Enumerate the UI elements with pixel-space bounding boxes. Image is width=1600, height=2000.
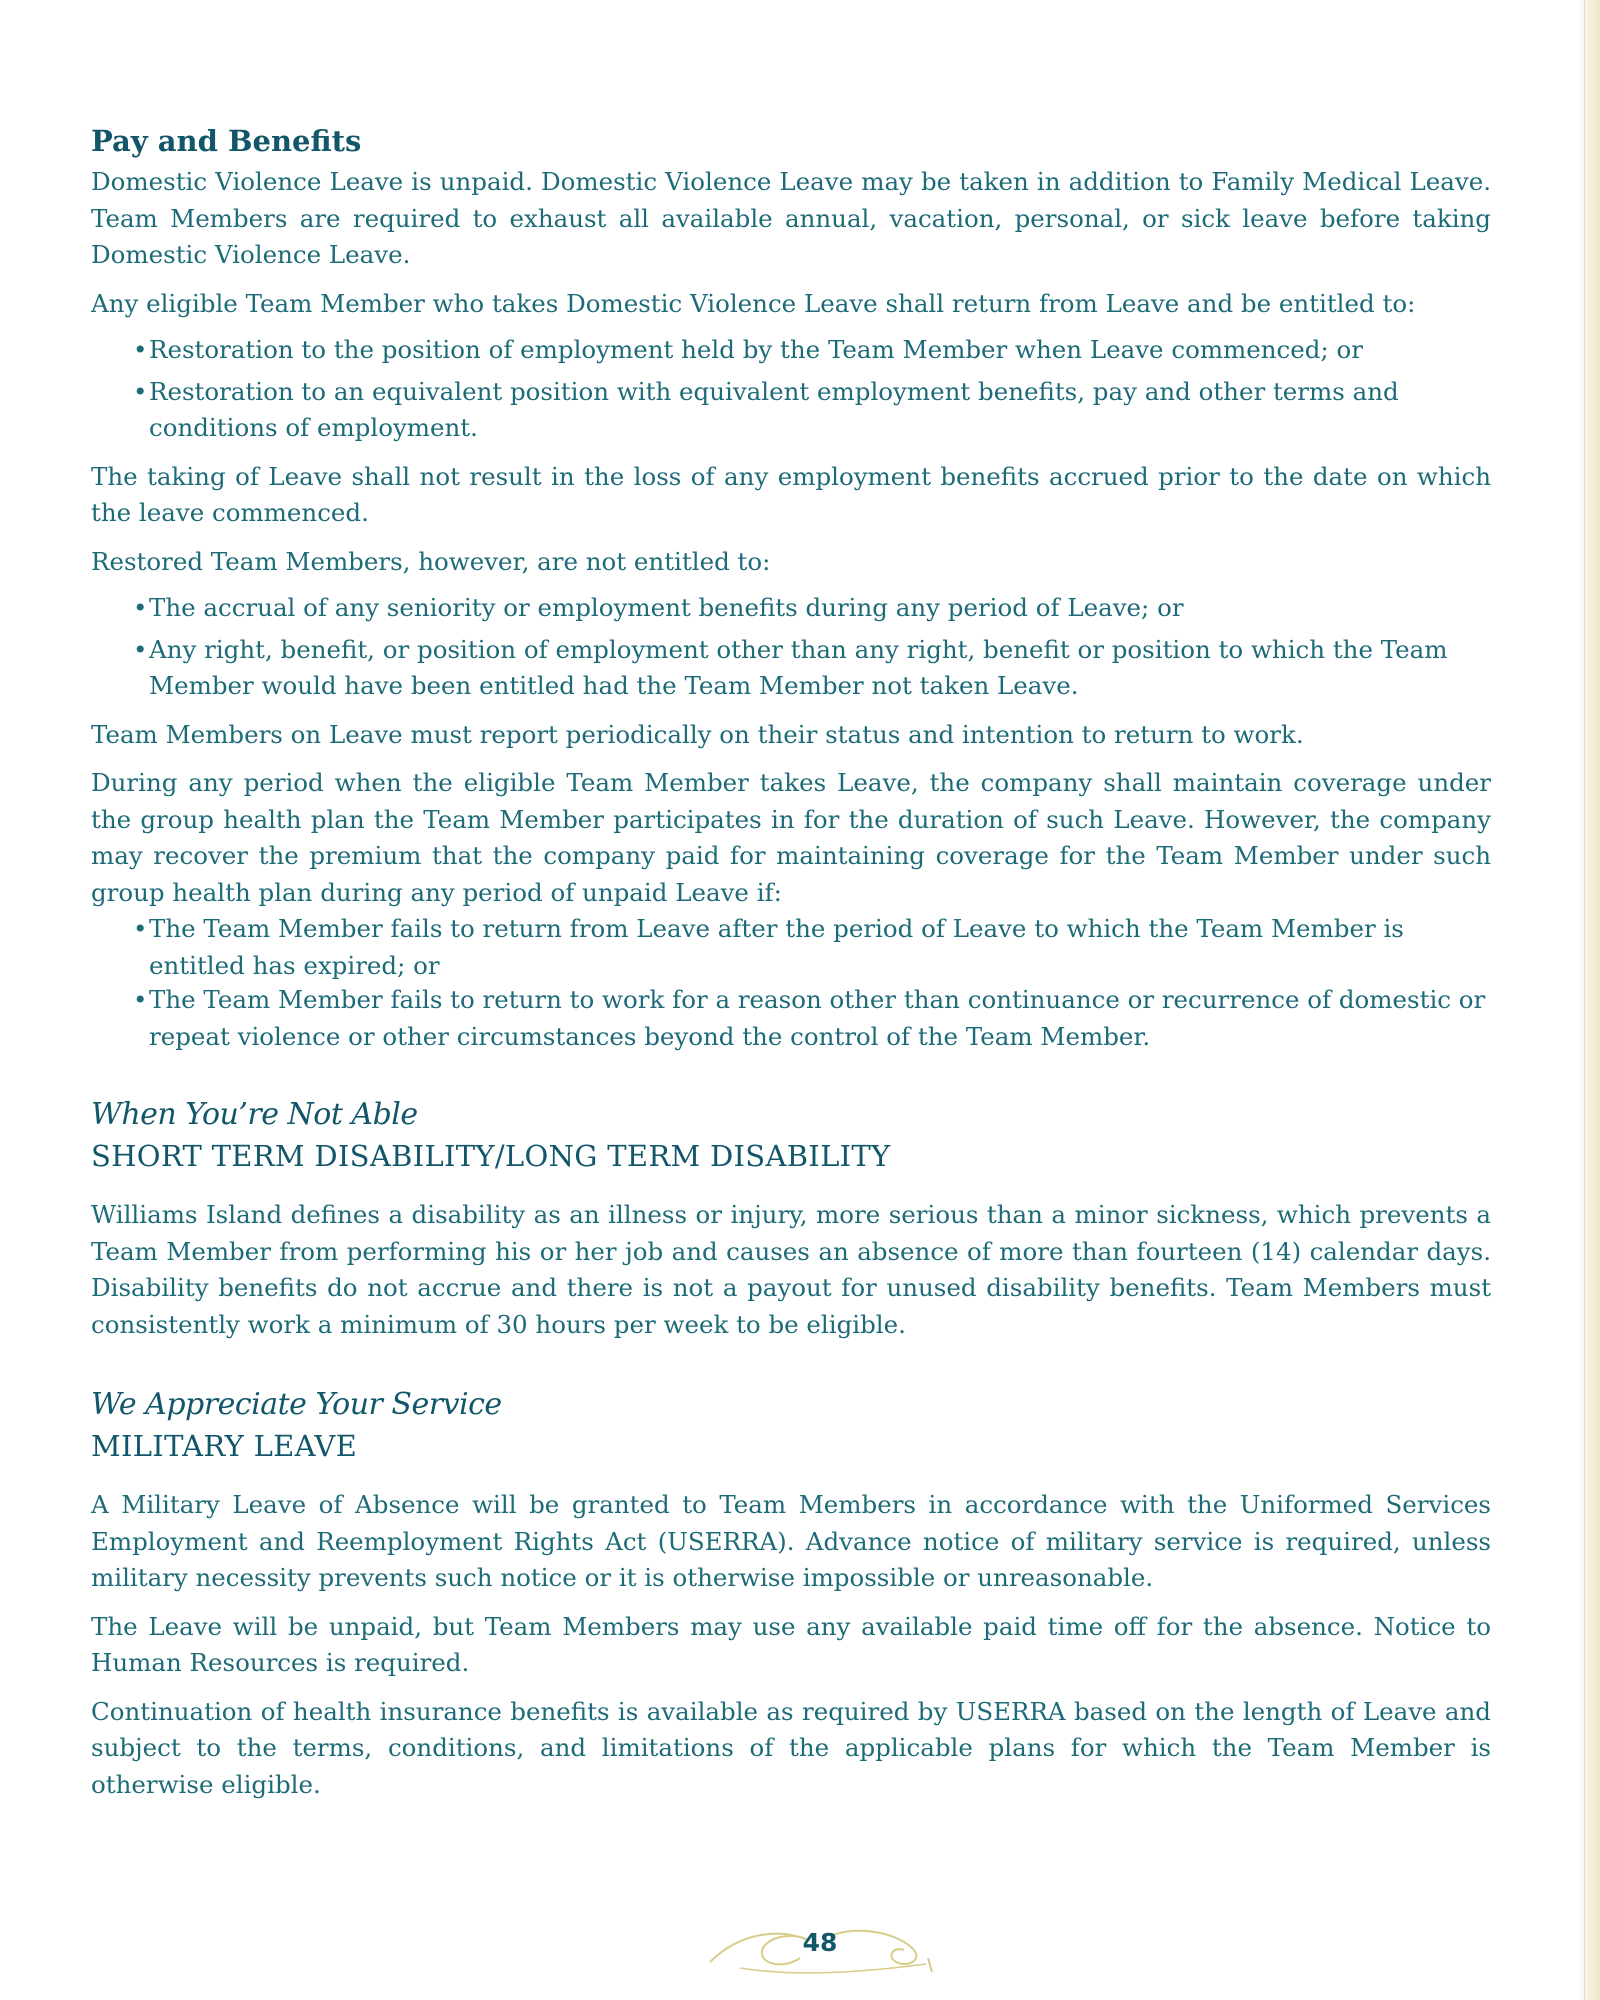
pay-and-benefits-heading: Pay and Benefits — [91, 124, 362, 158]
paragraph: Team Members on Leave must report periodically on their status and intention to return to work. — [91, 719, 1304, 749]
list-item: • The Team Member fails to return from Leave after the period of Leave to which the Team Member is entitled has expired; or — [133, 911, 1491, 984]
disability-section — [91, 1095, 1491, 1343]
list-item: • Any right, benefit, or position of employment other than any right, benefit or position to which the Team Member would have been entitled had the Team Member not taken Leave. — [133, 632, 1491, 705]
paragraph: Williams Island defines a disability as an illness or injury, more serious than a minor sickness, which prevents a Team Member from performing his or her job and causes an absence of more than fourteen (14) calendar days. Disability benefits do not accrue and there is not a payout for unused disability benefits. Team Members must consistently work a minimum of 30 hours per week to be eligible. — [91, 1200, 1491, 1339]
list-item: • Restoration to an equivalent position with equivalent employment benefits, pay and other terms and conditions of employment. — [133, 374, 1491, 447]
paragraph: The Leave will be unpaid, but Team Members may use any available paid time off for the absence. Notice to Human Resources is required. — [91, 1611, 1491, 1677]
disability-heading: SHORT TERM DISABILITY/LONG TERM DISABILITY — [91, 1139, 891, 1173]
military-leave-heading: MILITARY LEAVE — [91, 1429, 358, 1463]
entitlement-list — [91, 332, 1491, 447]
page-footer — [700, 1918, 940, 1978]
pay-and-benefits-section — [91, 122, 1491, 1055]
paragraph: Any eligible Team Member who takes Domestic Violence Leave shall return from Leave and be entitled to: — [91, 288, 1416, 318]
premium-recovery-list — [91, 911, 1491, 1055]
page-edge-decoration — [1578, 0, 1600, 2000]
list-item: • The Team Member fails to return to work for a reason other than continuance or recurrence of domestic or repeat violence or other circumstances beyond the control of the Team Member. — [133, 982, 1491, 1055]
paragraph: During any period when the eligible Team Member takes Leave, the company shall maintain coverage under the group health plan the Team Member participates in for the duration of such Leave. However, the company may recover the premium that the company paid for maintaining coverage for the Team Member under such group health plan during any period of unpaid Leave if: — [91, 768, 1491, 907]
military-leave-section — [91, 1385, 1491, 1803]
paragraph: A Military Leave of Absence will be granted to Team Members in accordance with the Uniformed Services Employment and Reemployment Rights Act (USERRA). Advance notice of military service is required, unless military necessity prevents such notice or it is otherwise impossible or unreasonable. — [91, 1490, 1491, 1592]
page-number: 48 — [802, 1928, 838, 1957]
paragraph: The taking of Leave shall not result in the loss of any employment benefits accrued prior to the date on which the leave commenced. — [91, 461, 1491, 527]
not-entitled-list — [91, 590, 1491, 705]
disability-kicker: When You’re Not Able — [91, 1097, 418, 1132]
paragraph: Domestic Violence Leave is unpaid. Domestic Violence Leave may be taken in addition to Family Medical Leave. Team Members are required to exhaust all available annual, vacation, personal, or sick leave before taking Domestic Violence Leave. — [91, 167, 1491, 269]
document-body — [91, 122, 1491, 1815]
list-item: • Restoration to the position of employment held by the Team Member when Leave commenced; or — [133, 332, 1491, 369]
military-kicker: We Appreciate Your Service — [91, 1387, 502, 1422]
paragraph: Restored Team Members, however, are not entitled to: — [91, 546, 771, 576]
list-item: • The accrual of any seniority or employment benefits during any period of Leave; or — [133, 590, 1491, 627]
paragraph: Continuation of health insurance benefits is available as required by USERRA based on the length of Leave and subject to the terms, conditions, and limitations of the applicable plans for which the Team Member is otherwise eligible. — [91, 1696, 1491, 1799]
